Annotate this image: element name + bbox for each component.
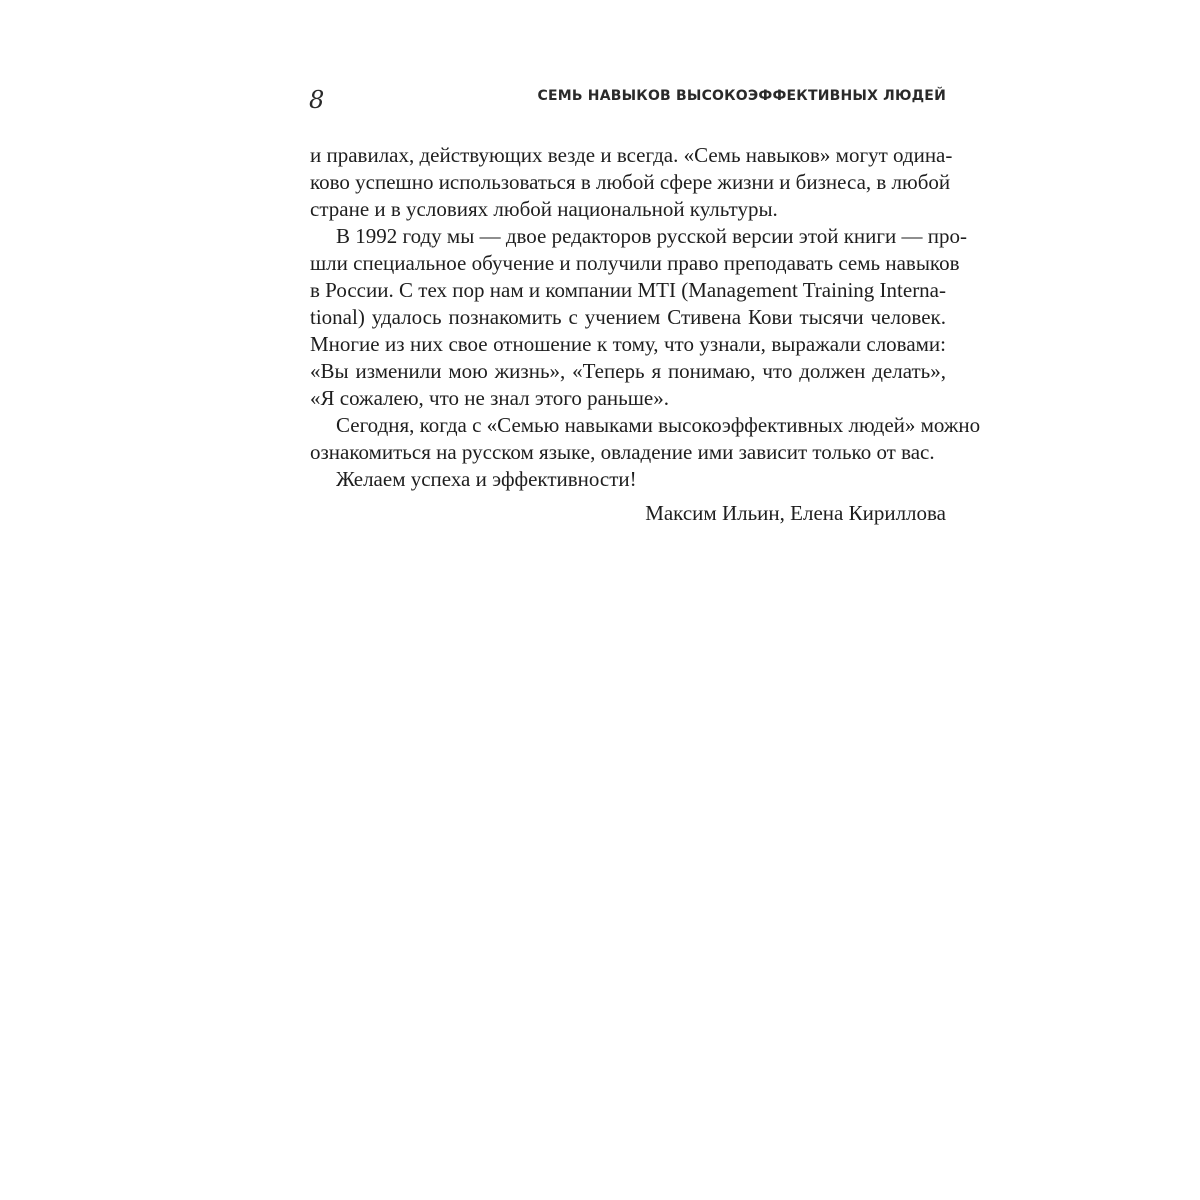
running-head: СЕМЬ НАВЫКОВ ВЫСОКОЭФФЕКТИВНЫХ ЛЮДЕЙ — [537, 88, 946, 104]
text-line: «Я сожалею, что не знал этого раньше». — [310, 386, 669, 410]
text-line: В 1992 году мы — двое редакторов русской версии этой книги — про- — [336, 224, 967, 248]
text-line: ково успешно использоваться в любой сфере жизни и бизнеса, в любой — [310, 170, 951, 194]
text-line: Желаем успеха и эффективности! — [336, 467, 637, 491]
paragraph-1 — [310, 142, 953, 223]
text-line: tional) удалось познакомить с учением Стивена Кови тысячи человек. — [310, 305, 946, 329]
signature: Максим Ильин, Елена Кириллова — [645, 501, 946, 525]
text-line: «Вы изменили мою жизнь», «Теперь я понимаю, что должен делать», — [310, 359, 946, 383]
text-line: Сегодня, когда с «Семью навыками высокоэффективных людей» можно — [336, 413, 981, 437]
paragraph-3 — [310, 412, 981, 466]
paragraph-2 — [310, 223, 967, 412]
text-line: Многие из них свое отношение к тому, что узнали, выражали словами: — [310, 332, 946, 356]
text-line: стране и в условиях любой национальной культуры. — [310, 197, 778, 221]
page-number: 8 — [309, 86, 325, 114]
text-line: шли специальное обучение и получили право преподавать семь навыков — [310, 251, 960, 275]
text-line: в России. С тех пор нам и компании MTI (Management Training Interna- — [310, 278, 946, 302]
body-text — [310, 142, 981, 493]
text-line: и правилах, действующих везде и всегда. «Семь навыков» могут одина- — [310, 143, 953, 167]
paragraph-4 — [310, 466, 946, 493]
text-line: ознакомиться на русском языке, овладение ими зависит только от вас. — [310, 440, 935, 464]
